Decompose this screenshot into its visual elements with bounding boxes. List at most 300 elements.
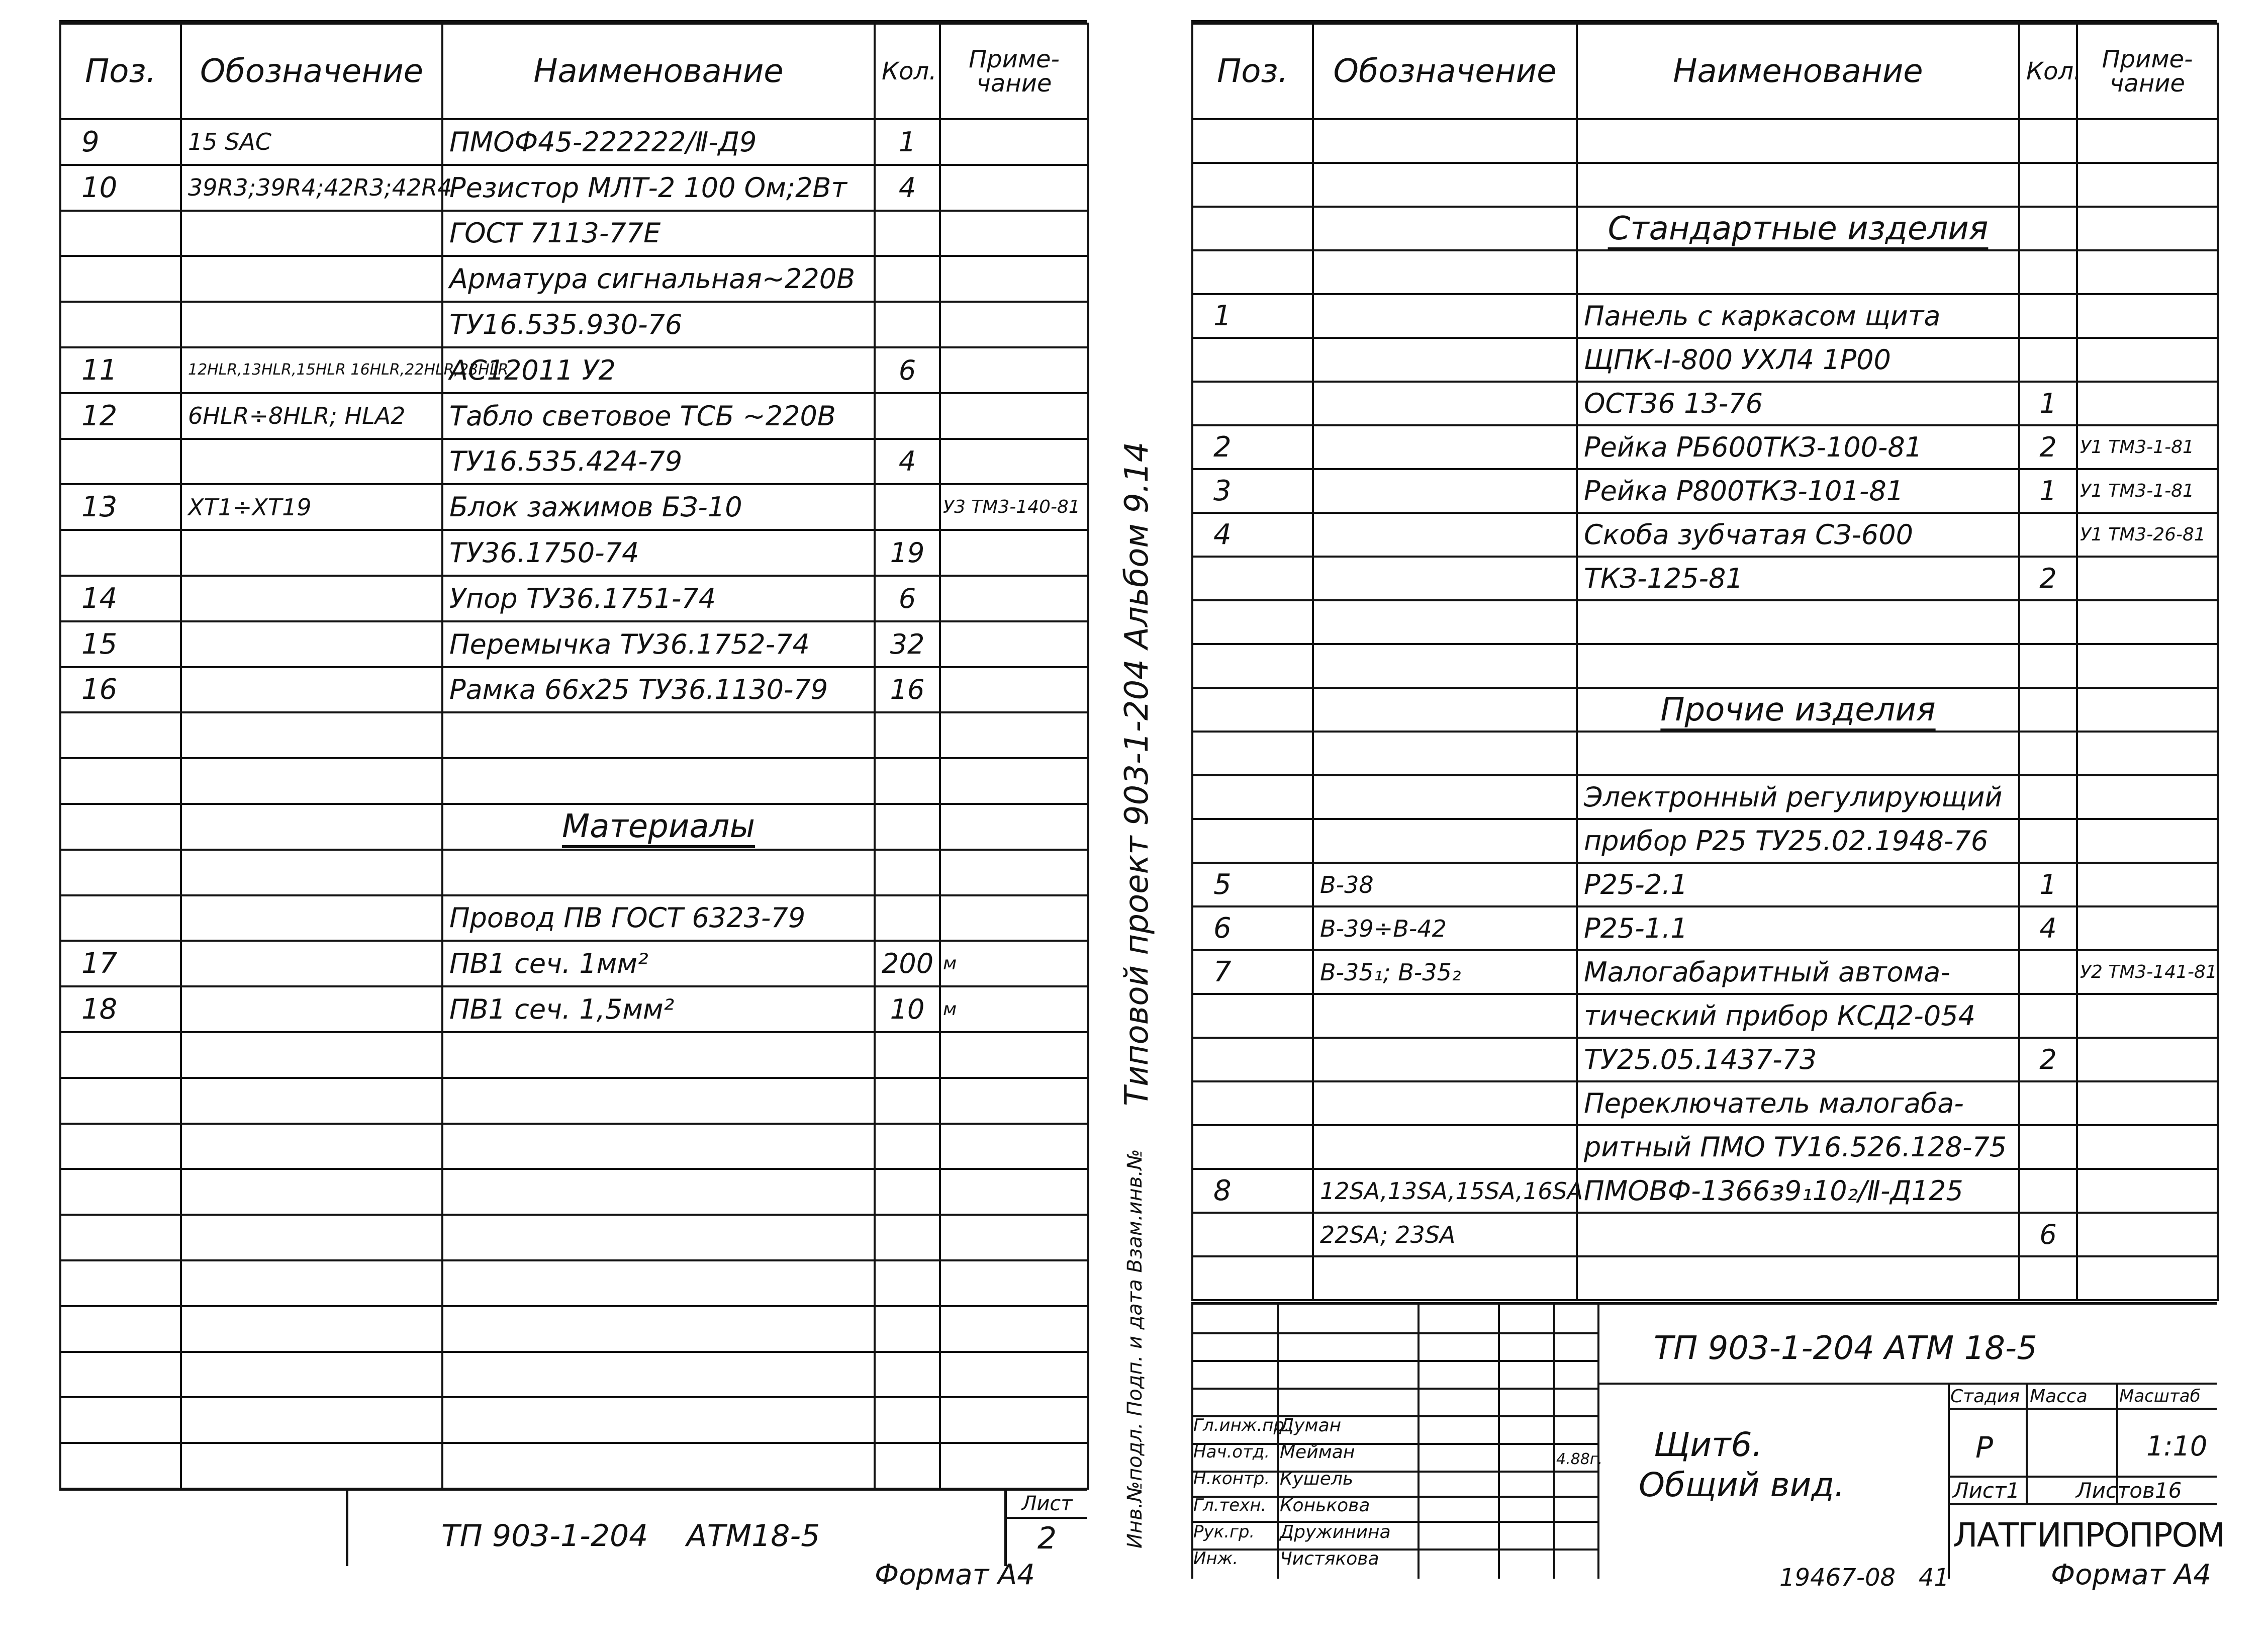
row-quantity xyxy=(875,302,940,347)
row-position: 12 xyxy=(60,393,181,439)
spec-sheet-right xyxy=(1191,20,2225,1569)
row-note xyxy=(940,1306,1088,1352)
row-quantity xyxy=(875,1169,940,1215)
row-quantity: 19 xyxy=(875,530,940,576)
row-note xyxy=(2077,688,2218,732)
row-name: Стандартные изделия xyxy=(1577,207,2019,250)
sheet-number-box xyxy=(1004,1491,1087,1566)
row-note xyxy=(2077,1038,2218,1081)
row-designation xyxy=(181,758,442,804)
row-note xyxy=(2077,207,2218,250)
row-designation xyxy=(1313,644,1577,688)
organization-name: ЛАТГИПРОПРОМ xyxy=(1953,1516,2225,1555)
row-position: 9 xyxy=(60,119,181,165)
row-name: Скоба зубчатая СЗ-600 xyxy=(1577,513,2019,557)
row-designation xyxy=(181,895,442,941)
row-designation xyxy=(1313,732,1577,775)
row-designation xyxy=(1313,775,1577,819)
row-designation xyxy=(181,530,442,576)
row-quantity: 4 xyxy=(2019,906,2077,950)
row-position xyxy=(60,1352,181,1398)
row-quantity: 6 xyxy=(2019,1213,2077,1256)
row-name xyxy=(442,1352,875,1398)
row-quantity: 2 xyxy=(2019,557,2077,600)
row-designation xyxy=(1313,1038,1577,1081)
row-position xyxy=(1192,1125,1313,1169)
row-name xyxy=(442,1306,875,1352)
row-note xyxy=(940,119,1088,165)
row-note xyxy=(2077,163,2218,207)
row-name xyxy=(1577,644,2019,688)
stamp-side-labels: Инв.№подл. Подп. и дата Взам.инв.№ xyxy=(1123,1149,1147,1549)
row-name xyxy=(442,712,875,758)
row-designation xyxy=(1313,1256,1577,1300)
row-position xyxy=(1192,819,1313,863)
table-row xyxy=(1192,644,2218,688)
row-designation xyxy=(1313,119,1577,163)
row-designation: В-35₁; В-35₂ xyxy=(1313,950,1577,994)
row-position xyxy=(1192,1081,1313,1125)
row-note xyxy=(940,758,1088,804)
header-note: Приме- чание xyxy=(2077,24,2218,119)
row-position: 15 xyxy=(60,621,181,667)
signature-name: Думан xyxy=(1280,1415,1342,1436)
row-note xyxy=(940,1032,1088,1078)
row-quantity: 4 xyxy=(875,165,940,211)
table-row xyxy=(60,1124,1088,1169)
row-note xyxy=(940,1169,1088,1215)
row-designation xyxy=(181,576,442,621)
row-name xyxy=(442,850,875,895)
row-name xyxy=(1577,119,2019,163)
table-row xyxy=(1192,1213,2218,1256)
row-note: У1 ТМ3-1-81 xyxy=(2077,469,2218,513)
row-designation xyxy=(1313,382,1577,425)
row-designation xyxy=(181,621,442,667)
row-quantity: 2 xyxy=(2019,1038,2077,1081)
row-position xyxy=(1192,688,1313,732)
table-row xyxy=(1192,557,2218,600)
row-position: 7 xyxy=(1192,950,1313,994)
table-row xyxy=(60,302,1088,347)
row-designation: 15 SAC xyxy=(181,119,442,165)
row-position xyxy=(1192,994,1313,1038)
table-row xyxy=(60,895,1088,941)
table-row xyxy=(60,621,1088,667)
row-note xyxy=(940,256,1088,302)
table-header xyxy=(60,24,1088,119)
row-position xyxy=(1192,1256,1313,1300)
row-note xyxy=(2077,1169,2218,1213)
row-designation xyxy=(1313,600,1577,644)
row-quantity xyxy=(2019,294,2077,338)
row-quantity xyxy=(2019,1256,2077,1300)
row-quantity xyxy=(2019,600,2077,644)
row-note xyxy=(2077,1213,2218,1256)
row-name: ТУ36.1750-74 xyxy=(442,530,875,576)
row-position xyxy=(60,302,181,347)
format-label-right: Формат А4 xyxy=(2051,1559,2211,1591)
row-designation: 22SA; 23SA xyxy=(1313,1213,1577,1256)
row-note xyxy=(940,1443,1088,1489)
sheet-label: Лист xyxy=(1007,1491,1087,1519)
row-position: 11 xyxy=(60,347,181,393)
row-note xyxy=(2077,644,2218,688)
row-name: ТУ16.535.930-76 xyxy=(442,302,875,347)
row-note: У1 ТМ3-26-81 xyxy=(2077,513,2218,557)
row-name: АС12011 У2 xyxy=(442,347,875,393)
row-designation xyxy=(181,302,442,347)
row-name: ТУ16.535.424-79 xyxy=(442,439,875,485)
row-note xyxy=(940,302,1088,347)
table-row xyxy=(60,576,1088,621)
row-designation xyxy=(181,211,442,256)
row-note: м xyxy=(940,986,1088,1032)
row-note xyxy=(940,211,1088,256)
row-quantity xyxy=(2019,207,2077,250)
row-designation xyxy=(1313,425,1577,469)
row-name xyxy=(442,1397,875,1443)
row-designation: В-39÷В-42 xyxy=(1313,906,1577,950)
row-name: Блок зажимов БЗ-10 xyxy=(442,484,875,530)
row-name xyxy=(442,1443,875,1489)
row-position xyxy=(1192,557,1313,600)
row-position xyxy=(1192,1213,1313,1256)
table-row xyxy=(1192,338,2218,382)
row-position: 10 xyxy=(60,165,181,211)
row-designation xyxy=(181,439,442,485)
table-row xyxy=(1192,119,2218,163)
mass-label: Масса xyxy=(2030,1386,2088,1407)
stamp-code: ТП 903-1-204 АТМ18-5 xyxy=(441,1518,820,1554)
table-row xyxy=(1192,425,2218,469)
row-position: 13 xyxy=(60,484,181,530)
row-name xyxy=(442,1124,875,1169)
row-quantity xyxy=(875,484,940,530)
table-row xyxy=(60,1215,1088,1260)
row-position xyxy=(60,850,181,895)
row-position: 6 xyxy=(1192,906,1313,950)
row-note xyxy=(940,1397,1088,1443)
row-name: ЩПК-I-800 УХЛ4 1Р00 xyxy=(1577,338,2019,382)
row-note xyxy=(2077,338,2218,382)
row-quantity: 1 xyxy=(2019,863,2077,906)
row-name xyxy=(442,1260,875,1306)
table-row xyxy=(1192,819,2218,863)
row-name: ПВ1 сеч. 1,5мм² xyxy=(442,986,875,1032)
table-row xyxy=(60,850,1088,895)
row-position xyxy=(1192,600,1313,644)
scale-value: 1:10 xyxy=(2146,1430,2208,1462)
row-note: У2 ТМ3-141-81 xyxy=(2077,950,2218,994)
table-row xyxy=(1192,1256,2218,1300)
table-row xyxy=(60,347,1088,393)
row-quantity xyxy=(2019,819,2077,863)
row-position xyxy=(60,439,181,485)
row-name: Рамка 66х25 ТУ36.1130-79 xyxy=(442,667,875,713)
table-row xyxy=(60,1078,1088,1124)
row-position xyxy=(1192,644,1313,688)
row-quantity xyxy=(875,1397,940,1443)
row-quantity xyxy=(875,1215,940,1260)
table-row xyxy=(1192,382,2218,425)
row-name: Панель с каркасом щита xyxy=(1577,294,2019,338)
spec-sheet-left xyxy=(59,20,1087,1556)
spec-table-right xyxy=(1191,23,2219,1301)
row-position xyxy=(60,256,181,302)
row-position xyxy=(1192,1038,1313,1081)
row-designation xyxy=(181,1169,442,1215)
row-note xyxy=(940,576,1088,621)
signature-role: Гл.инж.пр. xyxy=(1193,1415,1290,1435)
signature-role: Рук.гр. xyxy=(1193,1522,1255,1542)
row-quantity: 6 xyxy=(875,347,940,393)
row-quantity xyxy=(875,712,940,758)
row-quantity xyxy=(2019,994,2077,1038)
row-position xyxy=(1192,163,1313,207)
row-quantity xyxy=(875,758,940,804)
row-quantity xyxy=(875,1078,940,1124)
header-name: Наименование xyxy=(442,24,875,119)
row-note xyxy=(2077,906,2218,950)
row-position xyxy=(1192,382,1313,425)
row-note xyxy=(2077,382,2218,425)
row-designation xyxy=(181,1124,442,1169)
row-quantity xyxy=(875,256,940,302)
row-quantity xyxy=(2019,775,2077,819)
row-note: У1 ТМ3-1-81 xyxy=(2077,425,2218,469)
table-row xyxy=(1192,863,2218,906)
table-row xyxy=(60,256,1088,302)
row-note: У3 ТМ3-140-81 xyxy=(940,484,1088,530)
row-note xyxy=(940,1352,1088,1398)
signature-role: Н.контр. xyxy=(1193,1469,1270,1489)
table-row xyxy=(60,119,1088,165)
signature-name: Чистякова xyxy=(1280,1549,1379,1569)
stamp-strip xyxy=(59,1488,1087,1566)
row-note xyxy=(940,1260,1088,1306)
row-name xyxy=(442,1215,875,1260)
row-quantity: 4 xyxy=(875,439,940,485)
row-name: ПМОВФ-1366з9₁10₂/Ⅱ-Д125 xyxy=(1577,1169,2019,1213)
row-note xyxy=(940,712,1088,758)
row-designation xyxy=(1313,163,1577,207)
row-position: 14 xyxy=(60,576,181,621)
row-designation xyxy=(181,941,442,986)
header-designation: Обозначение xyxy=(181,24,442,119)
signature-name: Мейман xyxy=(1280,1442,1355,1463)
row-name: Прочие изделия xyxy=(1577,688,2019,732)
row-quantity xyxy=(875,895,940,941)
row-position: 3 xyxy=(1192,469,1313,513)
table-row xyxy=(1192,513,2218,557)
row-quantity xyxy=(2019,644,2077,688)
row-position xyxy=(1192,775,1313,819)
row-quantity: 1 xyxy=(2019,469,2077,513)
table-row xyxy=(60,1397,1088,1443)
signature-date: 4.88г. xyxy=(1556,1450,1603,1468)
row-name: Электронный регулирующий xyxy=(1577,775,2019,819)
table-row xyxy=(60,1352,1088,1398)
stage-value: Р xyxy=(1975,1430,1993,1465)
row-note xyxy=(940,439,1088,485)
row-name: прибор Р25 ТУ25.02.1948-76 xyxy=(1577,819,2019,863)
row-position xyxy=(60,1260,181,1306)
row-quantity: 200 xyxy=(875,941,940,986)
row-position xyxy=(60,1169,181,1215)
signature-name: Конькова xyxy=(1280,1495,1370,1516)
table-header xyxy=(1192,24,2218,119)
title-block xyxy=(1191,1302,2225,1579)
table-row xyxy=(60,758,1088,804)
row-designation xyxy=(181,1397,442,1443)
row-designation xyxy=(181,986,442,1032)
row-note xyxy=(2077,863,2218,906)
row-position: 4 xyxy=(1192,513,1313,557)
row-designation xyxy=(181,256,442,302)
row-quantity xyxy=(875,393,940,439)
row-position xyxy=(60,1397,181,1443)
row-quantity xyxy=(2019,250,2077,294)
table-row xyxy=(60,1260,1088,1306)
row-quantity xyxy=(875,1352,940,1398)
row-quantity xyxy=(875,1260,940,1306)
row-position: 18 xyxy=(60,986,181,1032)
table-row xyxy=(1192,688,2218,732)
row-quantity xyxy=(2019,732,2077,775)
row-note xyxy=(2077,600,2218,644)
table-row xyxy=(1192,950,2218,994)
row-designation xyxy=(181,1443,442,1489)
row-note xyxy=(940,895,1088,941)
row-name xyxy=(1577,1213,2019,1256)
table-row xyxy=(1192,1169,2218,1213)
table-row xyxy=(60,712,1088,758)
row-quantity xyxy=(875,850,940,895)
table-row xyxy=(60,941,1088,986)
row-note: м xyxy=(940,941,1088,986)
row-quantity xyxy=(2019,1081,2077,1125)
row-quantity: 10 xyxy=(875,986,940,1032)
row-note xyxy=(2077,819,2218,863)
archive-number: 19467-08 41 xyxy=(1779,1564,1949,1592)
row-position xyxy=(60,1306,181,1352)
spec-rows-left xyxy=(60,119,1088,1489)
row-note xyxy=(2077,294,2218,338)
row-note xyxy=(2077,1256,2218,1300)
header-designation: Обозначение xyxy=(1313,24,1577,119)
row-designation xyxy=(181,850,442,895)
row-name: Малогабаритный автома- xyxy=(1577,950,2019,994)
table-row xyxy=(60,667,1088,713)
row-note xyxy=(2077,1125,2218,1169)
row-note xyxy=(940,165,1088,211)
row-position xyxy=(1192,207,1313,250)
row-position xyxy=(60,211,181,256)
row-position xyxy=(1192,338,1313,382)
row-name xyxy=(442,1032,875,1078)
row-position xyxy=(60,1215,181,1260)
row-position: 5 xyxy=(1192,863,1313,906)
row-designation xyxy=(1313,994,1577,1038)
row-quantity xyxy=(2019,950,2077,994)
row-name: Табло световое ТСБ ~220В xyxy=(442,393,875,439)
row-note xyxy=(940,804,1088,850)
row-name: ритный ПМО ТУ16.526.128-75 xyxy=(1577,1125,2019,1169)
row-quantity xyxy=(875,1124,940,1169)
scale-label: Масштаб xyxy=(2119,1386,2201,1406)
table-row xyxy=(1192,732,2218,775)
row-name: Рейка Р800ТКЗ-101-81 xyxy=(1577,469,2019,513)
table-row xyxy=(1192,163,2218,207)
signature-role: Инж. xyxy=(1193,1549,1239,1569)
table-row xyxy=(60,165,1088,211)
header-pos: Поз. xyxy=(60,24,181,119)
row-note xyxy=(940,667,1088,713)
header-note: Приме- чание xyxy=(940,24,1088,119)
row-name xyxy=(1577,600,2019,644)
row-note xyxy=(940,850,1088,895)
row-quantity: 1 xyxy=(2019,382,2077,425)
row-name xyxy=(1577,163,2019,207)
row-designation xyxy=(1313,469,1577,513)
row-designation xyxy=(1313,294,1577,338)
row-position xyxy=(60,1124,181,1169)
row-name: ПМОФ45-222222/Ⅱ-Д9 xyxy=(442,119,875,165)
table-row xyxy=(60,211,1088,256)
spec-rows-right xyxy=(1192,119,2218,1300)
row-designation: XT1÷XT19 xyxy=(181,484,442,530)
row-designation xyxy=(1313,557,1577,600)
row-quantity: 2 xyxy=(2019,425,2077,469)
sheet-label: Лист1 xyxy=(1953,1478,2020,1503)
row-name: Р25-1.1 xyxy=(1577,906,2019,950)
signature-name: Дружинина xyxy=(1280,1522,1391,1542)
table-row xyxy=(60,439,1088,485)
row-quantity xyxy=(2019,338,2077,382)
row-position xyxy=(1192,250,1313,294)
row-name: тический прибор КСД2-054 xyxy=(1577,994,2019,1038)
row-position: 17 xyxy=(60,941,181,986)
sheet-number: 2 xyxy=(1037,1521,1057,1556)
signature-role: Гл.техн. xyxy=(1193,1495,1267,1515)
row-name: ТУ25.05.1437-73 xyxy=(1577,1038,2019,1081)
row-name xyxy=(1577,250,2019,294)
header-pos: Поз. xyxy=(1192,24,1313,119)
header-qty: Кол. xyxy=(875,24,940,119)
row-name xyxy=(442,1078,875,1124)
table-row xyxy=(1192,294,2218,338)
row-designation xyxy=(1313,688,1577,732)
table-row xyxy=(1192,1081,2218,1125)
row-note xyxy=(940,530,1088,576)
row-quantity: 32 xyxy=(875,621,940,667)
row-note xyxy=(2077,250,2218,294)
row-quantity xyxy=(2019,1125,2077,1169)
row-position: 8 xyxy=(1192,1169,1313,1213)
title-block-code: ТП 903-1-204 АТМ 18-5 xyxy=(1654,1330,2037,1367)
row-note xyxy=(940,347,1088,393)
row-position xyxy=(60,712,181,758)
stage-label: Стадия xyxy=(1950,1386,2020,1407)
album-side-text: Типовой проект 903-1-204 Альбом 9.14 xyxy=(1118,441,1156,1106)
row-quantity xyxy=(2019,119,2077,163)
table-row xyxy=(1192,994,2218,1038)
table-row xyxy=(1192,775,2218,819)
row-name: Материалы xyxy=(442,804,875,850)
row-position xyxy=(1192,732,1313,775)
row-designation xyxy=(181,1352,442,1398)
